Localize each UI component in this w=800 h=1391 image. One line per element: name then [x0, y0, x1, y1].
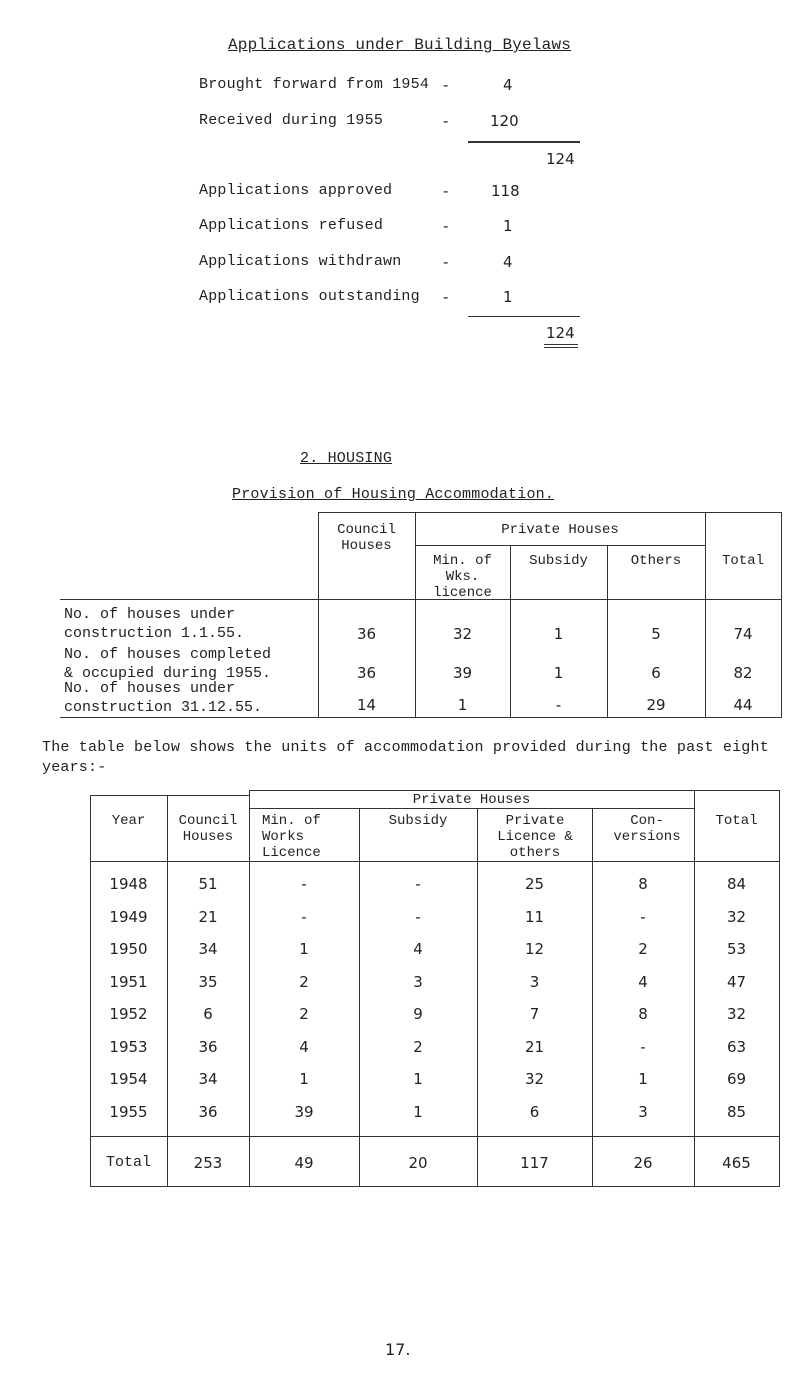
t1-cell: 32 — [452, 625, 473, 643]
t1-vline — [705, 512, 706, 717]
t1-cell: 1 — [553, 664, 564, 682]
t2-cell: 3 — [638, 1102, 648, 1121]
dash: - — [443, 217, 449, 235]
t1-bottom-border — [60, 717, 782, 718]
t2-cell: 21 — [524, 1037, 545, 1056]
refused-label: Applications refused — [199, 217, 384, 234]
t2-cell: 11 — [524, 907, 545, 926]
double-underline-1 — [544, 344, 578, 345]
approved-value: 118 — [491, 182, 520, 200]
t2-cell: 1 — [299, 940, 309, 958]
brought-forward-label: Brought forward from 1954 — [199, 76, 430, 93]
t2-cell: 2 — [299, 1005, 309, 1023]
t1-private-sub-border — [415, 545, 705, 546]
t2-col-subsidy: Subsidy — [388, 813, 448, 829]
t1-row-label-line: construction 31.12.55. — [64, 699, 263, 716]
t1-cell: 39 — [452, 664, 473, 682]
t2-cell: 32 — [726, 907, 747, 926]
t2-cell: - — [640, 907, 646, 926]
t1-cell: 1 — [457, 696, 468, 714]
t2-col-min: Min. of Works Licence — [262, 813, 321, 861]
t2-cell: 32 — [524, 1070, 545, 1088]
t2-col-private-licence: Private Licence & others — [497, 813, 573, 861]
t1-cell: 6 — [651, 664, 661, 682]
housing-subheading: Provision of Housing Accommodation. — [232, 486, 555, 503]
t2-cell: 9 — [413, 1005, 423, 1023]
outstanding-label: Applications outstanding — [199, 288, 420, 305]
t2-cell: 36 — [198, 1102, 218, 1121]
t1-col-min: Min. of Wks. licence — [433, 553, 492, 601]
t2-total-cell: 465 — [722, 1154, 751, 1172]
t2-cell: 4 — [413, 940, 423, 958]
t2-cell: 21 — [198, 907, 218, 926]
t2-cell: 25 — [524, 875, 545, 893]
t2-total-cell: 253 — [193, 1154, 223, 1172]
t1-cell: 36 — [356, 625, 377, 643]
t2-cell: 3 — [529, 972, 540, 991]
dash: - — [443, 253, 449, 271]
t2-bottom-border — [90, 1186, 780, 1187]
t2-cell: - — [301, 907, 307, 926]
t2-cell: 4 — [299, 1037, 309, 1056]
subtotal-value: 124 — [546, 150, 575, 168]
t1-vline — [415, 512, 416, 717]
t1-cell: 5 — [651, 625, 661, 643]
t1-top-border — [318, 512, 782, 513]
page-number: 17. — [385, 1340, 411, 1359]
t1-cell: 36 — [356, 664, 377, 682]
t2-private-sub-border — [249, 808, 694, 809]
t2-year-cell: 1949 — [109, 907, 148, 926]
t1-col-total: Total — [721, 553, 764, 569]
t2-cell: 1 — [413, 1102, 423, 1121]
dash: - — [443, 76, 449, 94]
t2-cell: 85 — [726, 1102, 747, 1121]
t2-cell: 1 — [413, 1070, 423, 1088]
housing-heading-text: 2. HOUSING — [300, 450, 393, 467]
t2-vline — [359, 808, 360, 1186]
t2-year-cell: 1955 — [109, 1102, 148, 1121]
t2-cell: - — [640, 1037, 646, 1056]
t2-cell: 8 — [638, 1005, 648, 1023]
t1-vline — [781, 512, 782, 717]
t2-vline — [167, 795, 168, 1186]
t2-cell: 47 — [726, 972, 747, 991]
t2-total-cell: 20 — [408, 1154, 428, 1172]
t2-cell: - — [301, 875, 307, 893]
t2-cell: 35 — [198, 972, 218, 991]
t2-cell: 69 — [726, 1070, 747, 1088]
t1-row-label-line: No. of houses completed — [64, 646, 272, 663]
brought-forward-value: 4 — [503, 76, 513, 94]
t2-cell: 3 — [413, 972, 423, 991]
t2-col-private: Private Houses — [412, 792, 531, 808]
t2-cell: 51 — [198, 875, 218, 893]
t2-year-cell: 1954 — [109, 1070, 148, 1088]
t2-total-label: Total — [105, 1154, 151, 1171]
t1-cell: 29 — [646, 696, 666, 714]
t2-header-border — [90, 861, 780, 862]
t2-vline — [477, 808, 478, 1186]
total-value: 124 — [546, 324, 575, 342]
t2-cell: - — [415, 875, 421, 893]
t2-cell: 4 — [638, 972, 648, 991]
t2-col-council: Council Houses — [178, 813, 238, 845]
subtotal-rule — [468, 141, 580, 143]
t2-cell: 6 — [203, 1005, 213, 1023]
dash: - — [443, 288, 449, 306]
t2-vline — [90, 795, 91, 1186]
t2-cell: 63 — [726, 1037, 747, 1056]
t2-total-cell: 26 — [633, 1154, 653, 1172]
t1-col-private: Private Houses — [501, 522, 619, 538]
t2-year-cell: 1948 — [109, 875, 148, 893]
t2-vline — [779, 790, 780, 1186]
t2-col-year: Year — [111, 813, 146, 829]
withdrawn-value: 4 — [503, 253, 513, 271]
t2-cell: 1 — [638, 1070, 648, 1088]
received-value: 120 — [490, 112, 519, 130]
t2-top-border-left — [90, 795, 250, 796]
t2-cell: 32 — [726, 1005, 747, 1023]
t2-cell: 7 — [529, 1005, 540, 1023]
t1-col-others: Others — [630, 553, 682, 569]
t1-cell: - — [555, 696, 562, 714]
t2-year-cell: 1950 — [109, 940, 148, 958]
t2-col-conversions: Con- versions — [613, 813, 681, 845]
t2-cell: 34 — [198, 1070, 218, 1088]
t1-col-council: Council Houses — [337, 522, 396, 554]
housing-heading — [300, 450, 392, 467]
t1-cell: 44 — [733, 696, 753, 714]
t2-top-border — [249, 790, 780, 791]
t2-cell: 39 — [294, 1102, 314, 1121]
refused-value: 1 — [503, 217, 513, 235]
t2-total-cell: 49 — [294, 1154, 314, 1172]
t2-cell: - — [415, 907, 421, 926]
dash: - — [443, 112, 449, 130]
t2-col-total: Total — [715, 813, 758, 829]
t2-cell: 1 — [299, 1070, 309, 1088]
t2-cell: 2 — [638, 940, 648, 958]
applications-title: Applications under Building Byelaws — [228, 36, 572, 54]
t1-row-label — [64, 679, 262, 717]
withdrawn-label: Applications withdrawn — [199, 253, 402, 270]
t1-row-label — [64, 605, 244, 643]
t2-cell: 2 — [299, 972, 309, 991]
t2-cell: 8 — [638, 875, 648, 893]
approved-label: Applications approved — [199, 182, 393, 199]
received-label: Received during 1955 — [199, 112, 384, 129]
t1-row-label-line: No. of houses under — [64, 606, 236, 623]
intro-paragraph: The table below shows the units of accommodation provided during the past eight years:- — [42, 739, 769, 776]
t2-cell: 36 — [198, 1037, 218, 1056]
t1-col-subsidy: Subsidy — [529, 553, 588, 569]
t2-cell: 84 — [726, 875, 747, 893]
t2-cell: 34 — [198, 940, 218, 958]
t1-row-label — [64, 645, 271, 683]
t2-cell: 12 — [524, 940, 545, 958]
t2-year-cell: 1952 — [109, 1005, 148, 1023]
dash: - — [443, 182, 449, 200]
t2-total-cell: 117 — [520, 1154, 549, 1172]
t1-row-label-line: No. of houses under — [64, 680, 236, 697]
t2-cell: 53 — [726, 940, 747, 958]
t1-cell: 82 — [733, 664, 753, 682]
t2-year-cell: 1953 — [109, 1037, 148, 1056]
t2-year-cell: 1951 — [109, 972, 148, 991]
t1-cell: 74 — [733, 625, 753, 643]
t1-row-label-line: construction 1.1.55. — [64, 625, 245, 642]
t1-row-label-line: & occupied during 1955. — [64, 665, 272, 682]
t1-cell: 14 — [356, 696, 377, 714]
t2-total-border — [90, 1136, 780, 1137]
t2-cell: 2 — [413, 1037, 423, 1056]
t1-cell: 1 — [553, 625, 564, 643]
outstanding-value: 1 — [503, 288, 513, 306]
t2-vline — [592, 808, 593, 1186]
total-rule — [468, 316, 580, 317]
t2-cell: 6 — [529, 1102, 540, 1121]
double-underline-2 — [544, 347, 578, 348]
